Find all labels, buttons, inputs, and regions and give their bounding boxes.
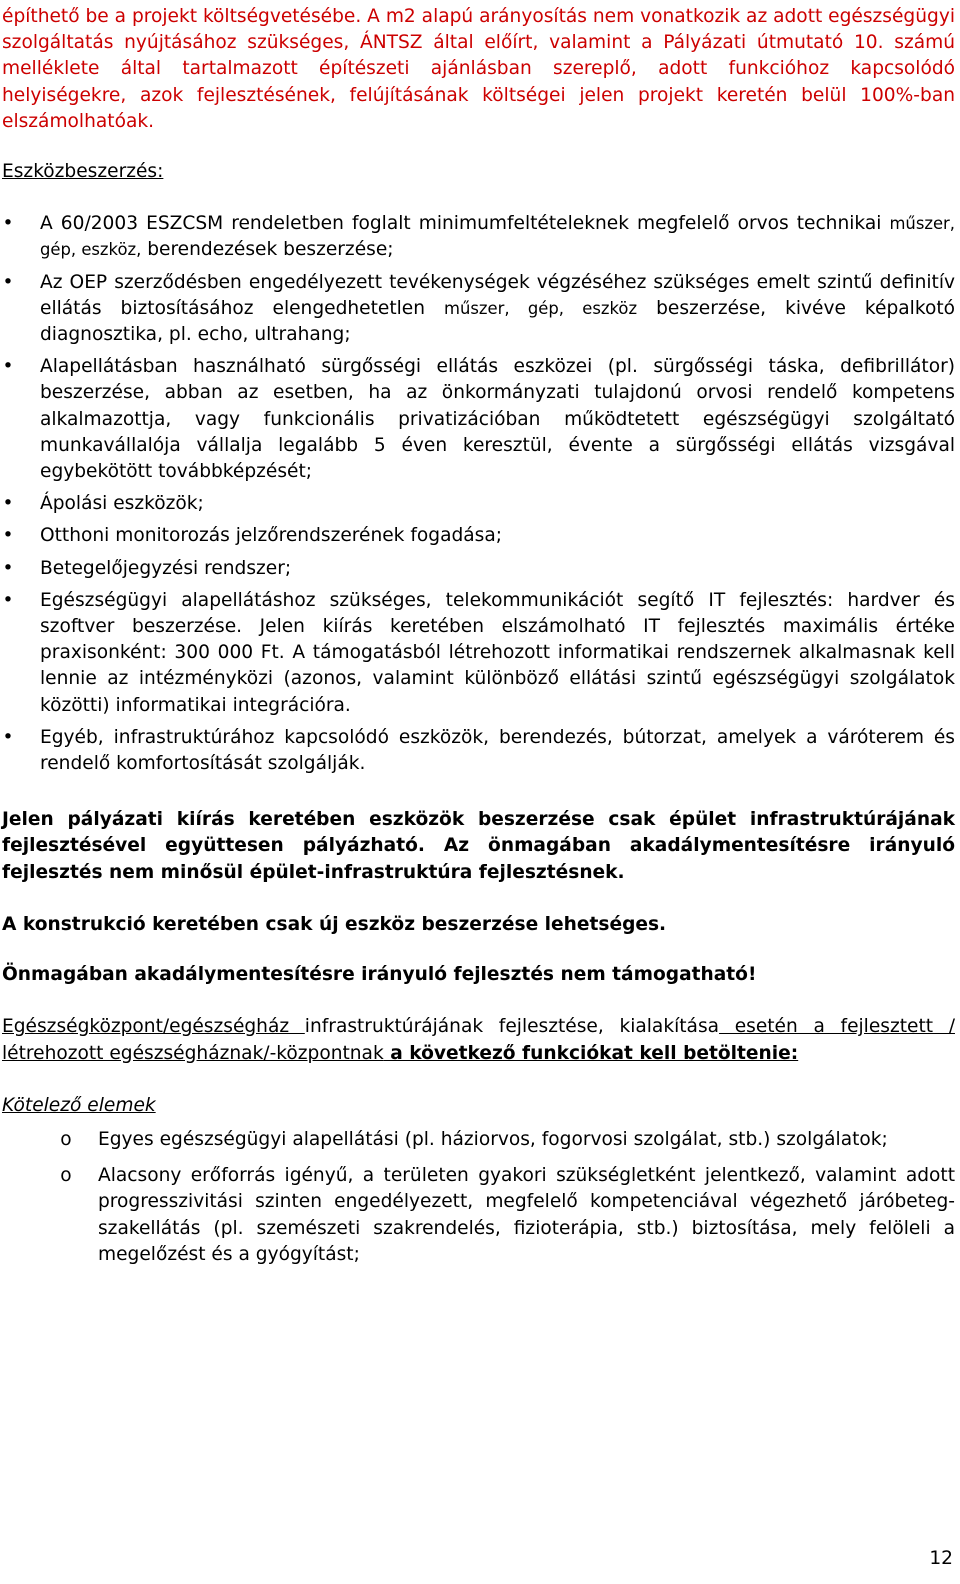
bullet-icon: •	[2, 271, 14, 293]
list-item: o Egyes egészségügyi alapellátási (pl. háziorvos, fogorvosi szolgálat, stb.) szolgálatok;	[2, 1127, 955, 1153]
page-number: 12	[929, 1547, 953, 1569]
list-item: • Otthoni monitorozás jelzőrendszerének fogadása;	[2, 523, 955, 549]
bullet-icon: •	[2, 525, 14, 547]
list-item: • Az OEP szerződésben engedélyezett tevékenységek végzéséhez szükséges emelt szintű definitív ellátás biztosításához elengedhetetlen műszer, gép, eszköz beszerzése, kivéve képalkotó diagnosztika, pl. echo, ultrahang;	[2, 271, 955, 346]
list-item: • Egészségügyi alapellátáshoz szükséges, telekommunikációt segítő IT fejlesztés: hardver és szoftver beszerzése. Jelen kiírás keretében elszámolható IT fejlesztés maximális értéke praxisonként: 300 000 Ft. A támogatásból létrehozott informatikai rendszernek alkalmasnak kell lennie az intézményközi (azonos, valamint különböző ellátási szintű egészségügyi szolgálatok közötti) informatikai integrációra.	[2, 589, 955, 716]
bold-note-accessibility: Önmagában akadálymentesítésre irányuló fejlesztés nem támogatható!	[2, 964, 757, 986]
intro-paragraph: építhető be a projekt költségvetésébe. A m2 alapú arányosítás nem vonatkozik az adott egészségügyi szolgáltatás nyújtásához szükséges, ÁNTSZ által előírt, valamint a Pályázati útmutató 10. számú melléklete által tartalmazott építészeti ajánlásban szereplő, adott funkcióhoz kapcsolódó helyiségekre, azok fejlesztésének, felújításának költségei jelen projekt keretén belül 100%-ban elszámolhatóak.	[2, 6, 955, 132]
bullet-icon: •	[2, 493, 14, 515]
list-item: • Betegelőjegyzési rendszer;	[2, 556, 955, 582]
list-item: • Egyéb, infrastruktúrához kapcsolódó eszközök, berendezés, bútorzat, amelyek a váróterem és rendelő komfortosítását szolgálják.	[2, 726, 955, 775]
bullet-icon: •	[2, 356, 14, 378]
equipment-heading: Eszközbeszerzés:	[2, 161, 164, 183]
mandatory-list	[2, 1127, 955, 1268]
circle-bullet-icon: o	[60, 1128, 72, 1150]
bold-note-new-equipment: A konstrukció keretében csak új eszköz beszerzése lehetséges.	[2, 913, 667, 935]
list-item: • Ápolási eszközök;	[2, 491, 955, 517]
document-page	[2, 4, 955, 1274]
bullet-icon: •	[2, 557, 14, 579]
bullet-icon: •	[2, 726, 14, 748]
mandatory-heading: Kötelező elemek	[2, 1094, 156, 1116]
circle-bullet-icon: o	[60, 1165, 72, 1187]
equipment-list	[2, 211, 955, 777]
list-item: • Alapellátásban használható sürgősségi ellátás eszközei (pl. sürgősségi táska, defibrillátor) beszerzése, abban az esetben, ha az önkormányzati tulajdonú orvosi rendelő kompetens alkalmazottja, vagy funkcionális privatizációban működtetett egészségügyi szolgáltató munkavállalója vállalja legalább 5 éven keresztül, évente a sürgősségi ellátás vizsgával egybekötött továbbképzését;	[2, 356, 955, 483]
functions-paragraph: Egészségközpont/egészségház infrastruktúrájának fejlesztése, kialakítása esetén a fejlesztett / létrehozott egészségháznak/-központnak a következő funkciókat kell betöltenie:	[2, 1016, 955, 1064]
bullet-icon: •	[2, 213, 14, 235]
list-item: • A 60/2003 ESZCSM rendeletben foglalt minimumfeltételeknek megfelelő orvos technikai műszer, gép, eszköz, berendezések beszerzése;	[2, 213, 955, 261]
list-item: o Alacsony erőforrás igényű, a területen gyakori szükségletként jelentkező, valamint adott progresszivitási szinten engedélyezett, megfelelő kompetenciával végezhető járóbeteg-szakellátás (pl. szemészeti szakrendelés, fizioterápia, stb.) biztosítása, mely felöleli a megelőzést és a gyógyítást;	[60, 1165, 955, 1265]
bullet-icon: •	[2, 589, 14, 611]
bold-note-infrastructure: Jelen pályázati kiírás keretében eszközök beszerzése csak épület infrastruktúrájának fejlesztésével együttesen pályázható. Az önmagában akadálymentesítésre irányuló fejlesztés nem minősül épület-infrastruktúra fejlesztésnek.	[2, 809, 955, 883]
